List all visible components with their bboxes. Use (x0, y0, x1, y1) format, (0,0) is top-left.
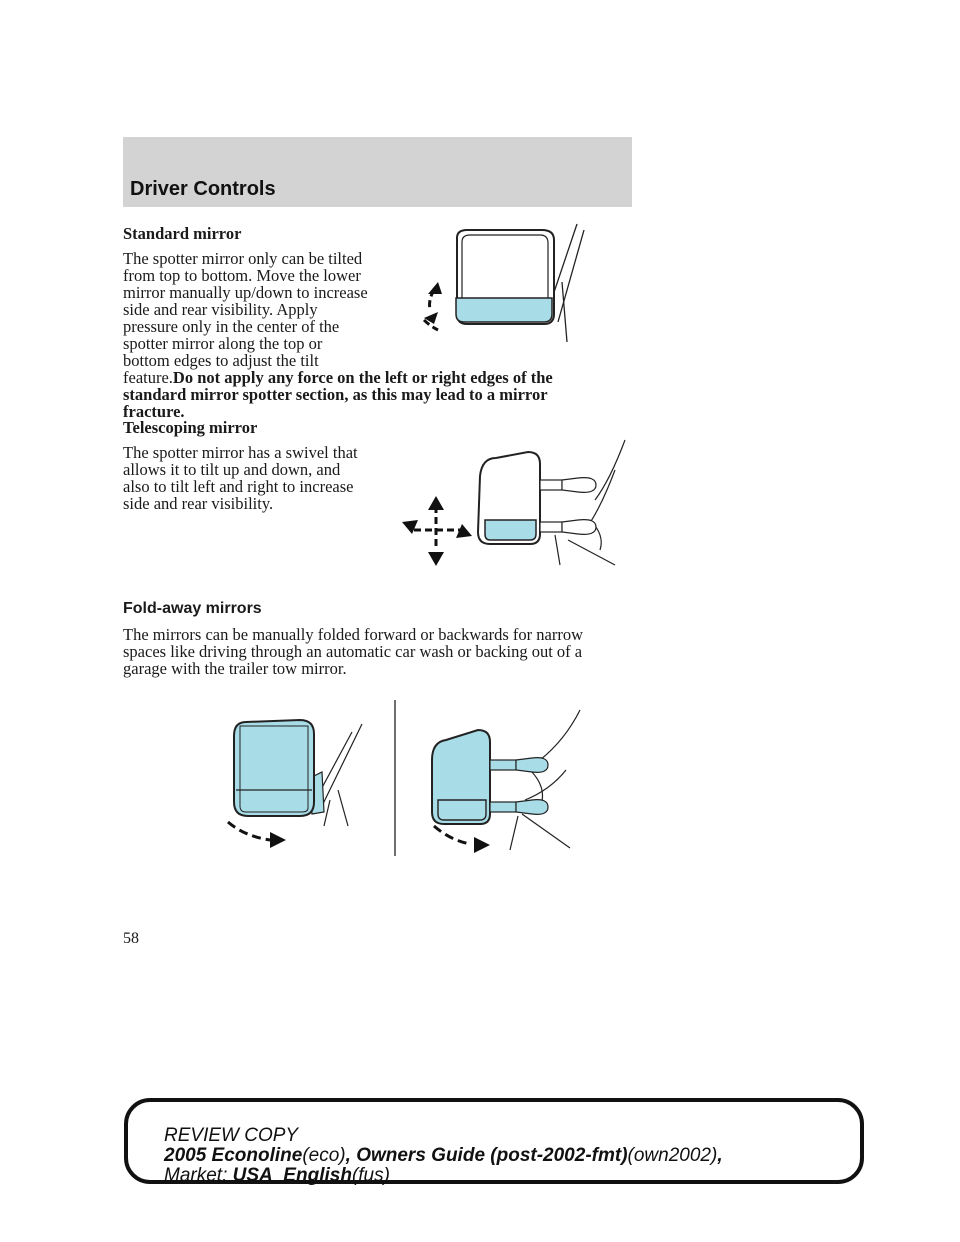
text-line: also to tilt left and right to increase (123, 477, 354, 496)
footer-review-copy: REVIEW COPY (164, 1125, 299, 1146)
page-number: 58 (123, 930, 139, 947)
foldaway-heading: Fold-away mirrors (123, 600, 262, 617)
footer-market-label: Market: (164, 1165, 233, 1186)
text-line: spaces like driving through an automatic car wash or backing out of a (123, 642, 583, 661)
telescoping-mirror-swivel-illustration (400, 440, 630, 580)
footer-market-code: (fus) (351, 1165, 390, 1186)
text-line: allows it to tilt up and down, and (123, 460, 341, 479)
footer-model-code: (eco) (302, 1145, 346, 1166)
footer-guide-code: (own2002) (627, 1145, 718, 1166)
text-line: from top to bottom. Move the lower (123, 266, 361, 285)
text-line: pressure only in the center of the (123, 317, 340, 336)
text-line: The spotter mirror only can be tilted (123, 249, 363, 268)
telescoping-mirror-heading: Telescoping mirror (123, 418, 258, 437)
foldaway-text (123, 626, 643, 677)
footer-model: 2005 Econoline (164, 1145, 303, 1166)
warning-text: standard mirror spotter section, as this may lead to a mirror (123, 385, 548, 404)
standard-mirror-tilt-illustration (412, 222, 592, 352)
footer-separator: , (717, 1145, 723, 1166)
text-line: The spotter mirror has a swivel that (123, 443, 358, 462)
text-line: The mirrors can be manually folded forward or backwards for narrow (123, 625, 583, 644)
warning-text: fracture. (123, 402, 185, 421)
text-line: spotter mirror along the top or (123, 334, 323, 353)
text-line: mirror manually up/down to increase (123, 283, 368, 302)
text-line: bottom edges to adjust the tilt (123, 351, 319, 370)
footer-guide: Owners Guide (post-2002-fmt) (356, 1145, 628, 1166)
section-title: Driver Controls (130, 178, 276, 200)
fold-away-telescoping-mirror-illustration (432, 710, 580, 853)
text-line: side and rear visibility. (123, 494, 274, 513)
footer-separator: , (345, 1145, 357, 1166)
standard-mirror-warning (123, 369, 643, 420)
footer-market: USA_English (232, 1165, 352, 1186)
text-line: feature. (123, 368, 173, 387)
text-line: side and rear visibility. Apply (123, 300, 318, 319)
standard-mirror-heading: Standard mirror (123, 224, 242, 243)
fold-away-standard-mirror-illustration (228, 720, 362, 848)
warning-text: Do not apply any force on the left or right edges of the (172, 368, 553, 387)
text-line: garage with the trailer tow mirror. (123, 659, 347, 678)
review-footer-text (164, 1126, 723, 1186)
fold-away-figures (220, 700, 600, 860)
telescoping-mirror-text (123, 444, 413, 512)
standard-mirror-text (123, 250, 413, 369)
